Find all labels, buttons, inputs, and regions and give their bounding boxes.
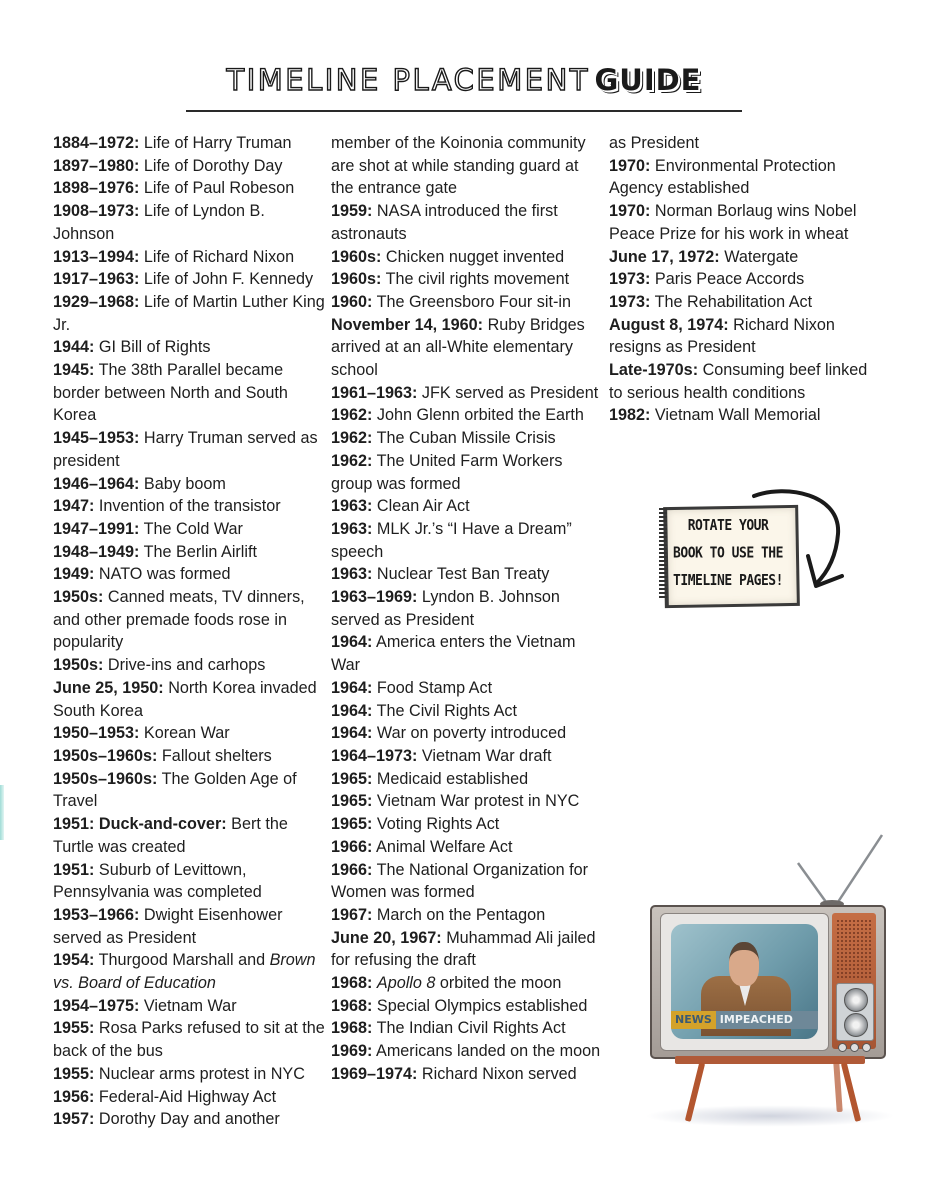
- entry-date: 1954:: [53, 951, 95, 970]
- entry-text: Chicken nugget invented: [385, 247, 565, 266]
- entry-text: The Greensboro Four sit-in: [376, 292, 571, 311]
- entry-text: Life of John F. Kennedy: [143, 270, 314, 289]
- timeline-entry: [53, 949, 325, 994]
- timeline-entry: [53, 1017, 325, 1062]
- timeline-entry: [331, 427, 603, 450]
- tv-button-icon: [862, 1043, 871, 1052]
- page-title: [186, 62, 742, 98]
- ticker-headline: IMPEACHED: [716, 1011, 818, 1029]
- tv-bezel: [660, 913, 829, 1051]
- timeline-entry: [53, 904, 325, 949]
- entry-text: Baby boom: [143, 474, 226, 493]
- timeline-entry: [53, 1108, 325, 1131]
- timeline-entry: [331, 768, 603, 791]
- entry-date: August 8, 1974:: [609, 315, 729, 334]
- entry-text: Thurgood Marshall and: [98, 951, 266, 970]
- entry-date: 1947–1991:: [53, 519, 140, 538]
- timeline-entry: [331, 1040, 603, 1063]
- entry-date: 1967:: [331, 905, 373, 924]
- entry-date: 1982:: [609, 406, 651, 425]
- timeline-entry: [53, 132, 325, 155]
- timeline-entry: [53, 859, 325, 904]
- entry-date: 1908–1973:: [53, 202, 140, 221]
- timeline-entry: [53, 563, 325, 586]
- entry-date: 1953–1966:: [53, 905, 140, 924]
- entry-text: Canned meats, TV dinners, and other premade foods rose in popularity: [53, 588, 305, 652]
- entry-date: 1964:: [331, 701, 373, 720]
- timeline-entry: [331, 450, 603, 495]
- entry-date: 1963:: [331, 497, 373, 516]
- timeline-entry: [609, 404, 881, 427]
- entry-text: Vietnam War: [143, 996, 237, 1015]
- entry-text: MLK Jr.’s “I Have a Dream” speech: [331, 519, 572, 561]
- timeline-entry: [331, 518, 603, 563]
- entry-date: 1960:: [331, 292, 373, 311]
- entry-date: 1964:: [331, 678, 373, 697]
- entry-text: The Rehabilitation Act: [654, 292, 813, 311]
- timeline-entry: [331, 859, 603, 904]
- entry-text: Medicaid established: [376, 769, 529, 788]
- timeline-entry: [331, 200, 603, 245]
- timeline-entry: [609, 200, 881, 245]
- entry-date: 1970:: [609, 156, 651, 175]
- entry-date: 1946–1964:: [53, 474, 140, 493]
- entry-date: 1951:: [53, 860, 95, 879]
- timeline-entry: [331, 700, 603, 723]
- timeline-entry: [53, 745, 325, 768]
- entry-date: November 14, 1960:: [331, 315, 484, 334]
- entry-date: 1964:: [331, 633, 373, 652]
- entry-date: 1947:: [53, 497, 95, 516]
- entry-date: 1917–1963:: [53, 270, 140, 289]
- entry-text: Environmental Protection Agency established: [609, 156, 836, 198]
- entry-date: 1959:: [331, 202, 373, 221]
- entry-text: Watergate: [724, 247, 799, 266]
- entry-date: 1964:: [331, 724, 373, 743]
- entry-date: 1963:: [331, 519, 373, 538]
- entry-date: 1965:: [331, 769, 373, 788]
- entry-date: 1956:: [53, 1087, 95, 1106]
- entry-text: Ruby Bridges arrived at an all-White elementary school: [331, 315, 585, 380]
- entry-date: 1955:: [53, 1064, 95, 1083]
- entry-italic-title: Apollo 8: [376, 974, 436, 993]
- entry-date: 1973:: [609, 270, 651, 289]
- timeline-entry: [53, 654, 325, 677]
- entry-date: 1954–1975:: [53, 996, 140, 1015]
- entry-date: 1960s:: [331, 270, 382, 289]
- entry-date: 1965:: [331, 792, 373, 811]
- timeline-entry: [331, 382, 603, 405]
- note-line: ROTATE YOUR: [687, 516, 769, 534]
- entry-text: NATO was formed: [98, 565, 231, 584]
- entry-text: GI Bill of Rights: [98, 338, 211, 357]
- entry-date: 1950s:: [53, 588, 104, 607]
- timeline-column-1: [53, 132, 325, 1131]
- tv-body: [650, 905, 886, 1059]
- entry-text: member of the Koinonia community are shot at while standing guard at the entrance gate: [331, 134, 586, 198]
- timeline-entry: [53, 268, 325, 291]
- entry-text: Richard Nixon resigns as President: [609, 315, 835, 357]
- title-divider: [186, 110, 742, 112]
- title-regular: TIMELINE PLACEMENT: [226, 63, 591, 97]
- timeline-entry: [53, 1063, 325, 1086]
- entry-date: 1950–1953:: [53, 724, 140, 743]
- retro-tv-illustration: [630, 830, 910, 1140]
- timeline-entry: [331, 836, 603, 859]
- timeline-entry: [53, 1086, 325, 1109]
- timeline-entry: [53, 518, 325, 541]
- timeline-entry: [53, 586, 325, 654]
- timeline-entry: [331, 790, 603, 813]
- entry-text: Suburb of Levittown, Pennsylvania was completed: [53, 860, 262, 902]
- entry-text: Drive-ins and carhops: [107, 656, 266, 675]
- timeline-entry: [331, 995, 603, 1018]
- entry-text: Dwight Eisenhower served as President: [53, 905, 283, 947]
- entry-date: 1966:: [331, 860, 373, 879]
- entry-text: The Golden Age of Travel: [53, 769, 297, 811]
- timeline-entry: [331, 246, 603, 269]
- entry-text: Life of Dorothy Day: [143, 156, 283, 175]
- entry-text: The Berlin Airlift: [143, 542, 257, 561]
- timeline-entry: [53, 200, 325, 245]
- entry-date: 1898–1976:: [53, 179, 140, 198]
- entry-text: War on poverty introduced: [376, 724, 567, 743]
- entry-text: Americans landed on the moon: [376, 1042, 601, 1061]
- entry-text: Life of Richard Nixon: [143, 247, 295, 266]
- note-line: BOOK TO USE THE: [673, 544, 783, 562]
- entry-text: JFK served as President: [421, 383, 599, 402]
- entry-text: Animal Welfare Act: [376, 837, 513, 856]
- entry-text: Vietnam War protest in NYC: [376, 792, 580, 811]
- entry-date: June 17, 1972:: [609, 247, 720, 266]
- entry-text: Vietnam Wall Memorial: [654, 406, 821, 425]
- timeline-entry: [331, 677, 603, 700]
- timeline-entry: [331, 631, 603, 676]
- news-ticker: [671, 1011, 818, 1029]
- entry-text: Nuclear arms protest in NYC: [98, 1064, 305, 1083]
- timeline-entry: [53, 677, 325, 722]
- entry-text: Richard Nixon served: [421, 1064, 577, 1083]
- entry-text: Clean Air Act: [376, 497, 470, 516]
- entry-text: Norman Borlaug wins Nobel Peace Prize for his work in wheat: [609, 202, 857, 243]
- entry-date: 1944:: [53, 338, 95, 357]
- entry-date: June 20, 1967:: [331, 928, 442, 947]
- timeline-entry: [331, 291, 603, 314]
- timeline-entry: [53, 473, 325, 496]
- entry-text: Food Stamp Act: [376, 678, 493, 697]
- entry-date: 1945:: [53, 361, 95, 380]
- timeline-entry: [53, 813, 325, 858]
- entry-text: The civil rights movement: [385, 270, 570, 289]
- timeline-entry: [331, 1017, 603, 1040]
- entry-date: 1965:: [331, 815, 373, 834]
- entry-text: Invention of the transistor: [98, 497, 281, 516]
- timeline-column-2: [331, 132, 603, 1086]
- entry-date: 1897–1980:: [53, 156, 140, 175]
- entry-date: 1973:: [609, 292, 651, 311]
- entry-date: 1949:: [53, 565, 95, 584]
- timeline-entry: [331, 268, 603, 291]
- entry-date: 1950s–1960s:: [53, 746, 158, 765]
- speaker-grille: [836, 919, 872, 979]
- entry-date: 1960s:: [331, 247, 382, 266]
- timeline-entry: [53, 995, 325, 1018]
- entry-text: Harry Truman served as president: [53, 429, 318, 470]
- note-line: TIMELINE PAGES!: [673, 571, 783, 590]
- entry-date: 1968:: [331, 974, 373, 993]
- dial-knob-icon: [844, 988, 868, 1012]
- entry-text: Korean War: [143, 724, 230, 743]
- entry-text: as President: [609, 134, 699, 152]
- entry-text: March on the Pentagon: [376, 905, 546, 924]
- entry-date: 1968:: [331, 996, 373, 1015]
- antenna-icon: [630, 830, 910, 910]
- entry-text: Vietnam War draft: [421, 746, 552, 765]
- timeline-entry: [331, 972, 603, 995]
- entry-text: The Civil Rights Act: [376, 701, 517, 720]
- entry-date: 1962:: [331, 451, 373, 470]
- entry-text: The 38th Parallel became border between North and South Korea: [53, 361, 288, 425]
- entry-text: Nuclear Test Ban Treaty: [376, 565, 550, 584]
- entry-date: 1963:: [331, 565, 373, 584]
- entry-text: Fallout shelters: [161, 746, 272, 765]
- timeline-entry: [331, 404, 603, 427]
- timeline-entry: [53, 768, 325, 813]
- entry-text: America enters the Vietnam War: [331, 633, 576, 675]
- timeline-entry: [609, 132, 881, 155]
- timeline-entry: [331, 132, 603, 200]
- timeline-entry: [53, 427, 325, 472]
- timeline-entry: [331, 563, 603, 586]
- entry-date: 1969–1974:: [331, 1064, 418, 1083]
- timeline-entry: [53, 541, 325, 564]
- timeline-entry: [609, 291, 881, 314]
- timeline-entry: [609, 155, 881, 200]
- entry-date: June 25, 1950:: [53, 678, 164, 697]
- teal-page-edge: [0, 785, 4, 840]
- dial-knob-icon: [844, 1013, 868, 1037]
- entry-date: 1950s–1960s:: [53, 769, 158, 788]
- entry-date: 1962:: [331, 429, 373, 448]
- tv-control-panel: [832, 913, 876, 1049]
- entry-date: 1913–1994:: [53, 247, 140, 266]
- timeline-entry: [609, 268, 881, 291]
- entry-text: The United Farm Workers group was formed: [331, 451, 563, 493]
- timeline-entry: [331, 904, 603, 927]
- entry-text: Life of Harry Truman: [143, 134, 292, 152]
- entry-date: 1955:: [53, 1019, 95, 1038]
- entry-text: Life of Paul Robeson: [143, 179, 295, 198]
- news-anchor-head: [729, 942, 759, 986]
- entry-text: The Cold War: [143, 519, 243, 538]
- timeline-column-3: [609, 132, 881, 427]
- title-bold: GUIDE: [594, 63, 702, 97]
- entry-text: Special Olympics established: [376, 996, 588, 1015]
- timeline-entry: [53, 336, 325, 359]
- entry-date: 1961–1963:: [331, 383, 418, 402]
- entry-text: Lyndon B. Johnson served as President: [331, 588, 560, 629]
- entry-date: 1964–1973:: [331, 746, 418, 765]
- timeline-entry: [331, 745, 603, 768]
- entry-date: 1969:: [331, 1042, 373, 1061]
- entry-date: 1957:: [53, 1110, 95, 1129]
- entry-text: Dorothy Day and another: [98, 1110, 280, 1129]
- tv-button-icon: [850, 1043, 859, 1052]
- entry-date: 1945–1953:: [53, 429, 140, 448]
- entry-date: 1962:: [331, 406, 373, 425]
- curved-arrow-icon: [746, 484, 846, 594]
- entry-text: Voting Rights Act: [376, 815, 500, 834]
- entry-text: Life of Martin Luther King Jr.: [53, 292, 325, 334]
- timeline-entry: [53, 155, 325, 178]
- timeline-entry: [609, 246, 881, 269]
- entry-date: 1929–1968:: [53, 292, 140, 311]
- entry-date: 1884–1972:: [53, 134, 140, 152]
- tv-button-icon: [838, 1043, 847, 1052]
- entry-text: The National Organization for Women was formed: [331, 860, 589, 902]
- entry-text: Federal-Aid Highway Act: [98, 1087, 277, 1106]
- timeline-entry: [53, 359, 325, 427]
- timeline-entry: [609, 314, 881, 359]
- entry-date: 1948–1949:: [53, 542, 140, 561]
- entry-text: North Korea invaded South Korea: [53, 678, 317, 720]
- entry-text: Consuming beef linked to serious health conditions: [609, 361, 868, 402]
- timeline-entry: [609, 359, 881, 404]
- entry-text: John Glenn orbited the Earth: [376, 406, 584, 425]
- entry-text: Muhammad Ali jailed for refusing the draft: [331, 928, 596, 970]
- entry-date: 1950s:: [53, 656, 104, 675]
- entry-date: 1968:: [331, 1019, 373, 1038]
- timeline-entry: [53, 246, 325, 269]
- timeline-entry: [331, 1063, 603, 1086]
- entry-text: Bert the Turtle was created: [53, 815, 288, 856]
- entry-text: Rosa Parks refused to sit at the back of the bus: [53, 1019, 325, 1061]
- timeline-entry: [53, 177, 325, 200]
- timeline-entry: [53, 291, 325, 336]
- entry-date: 1966:: [331, 837, 373, 856]
- entry-italic-title: Brown vs. Board of Education: [53, 951, 316, 993]
- entry-text: Paris Peace Accords: [654, 270, 805, 289]
- entry-text: The Indian Civil Rights Act: [376, 1019, 566, 1038]
- entry-text: NASA introduced the first astronauts: [331, 202, 558, 243]
- timeline-entry: [331, 495, 603, 518]
- knob-plate: [836, 983, 874, 1041]
- timeline-entry: [331, 586, 603, 631]
- entry-text: The Cuban Missile Crisis: [376, 429, 556, 448]
- timeline-entry: [331, 927, 603, 972]
- entry-text: Life of Lyndon B. Johnson: [53, 202, 265, 243]
- entry-date: Late-1970s:: [609, 361, 699, 380]
- ticker-label: NEWS: [671, 1011, 716, 1029]
- tv-screen: [671, 924, 818, 1039]
- entry-text: orbited the moon: [439, 974, 562, 993]
- timeline-entry: [331, 813, 603, 836]
- timeline-entry: [331, 314, 603, 382]
- entry-date: 1951: Duck-and-cover:: [53, 815, 227, 834]
- timeline-entry: [53, 495, 325, 518]
- timeline-entry: [53, 722, 325, 745]
- entry-date: 1963–1969:: [331, 588, 418, 607]
- entry-date: 1970:: [609, 202, 651, 221]
- timeline-entry: [331, 722, 603, 745]
